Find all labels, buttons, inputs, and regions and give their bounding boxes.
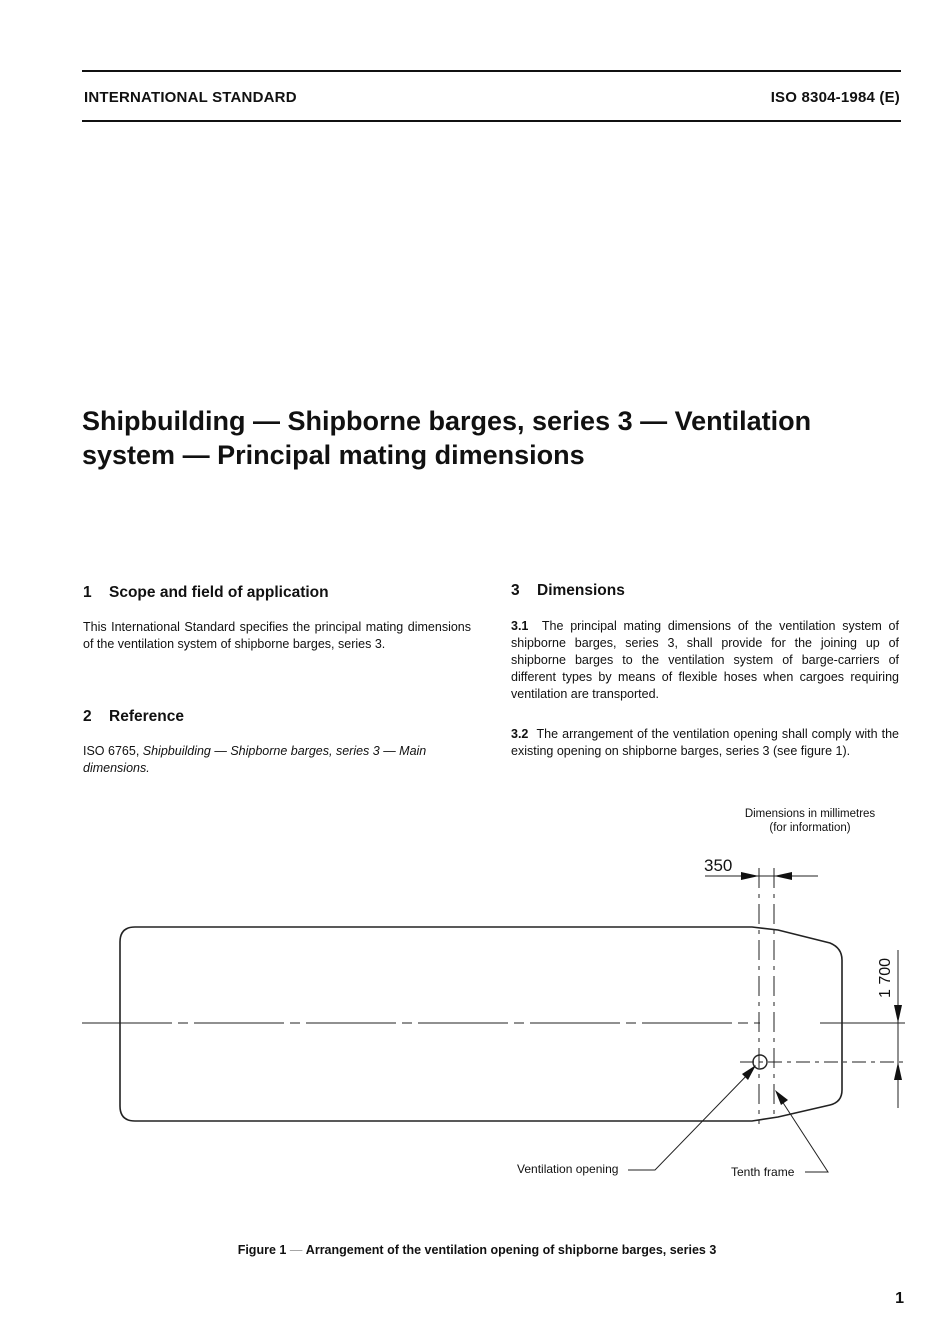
leader-tenth-frame-arrow <box>775 1090 788 1105</box>
units-note-line-1: Dimensions in millimetres <box>744 808 876 820</box>
section-1-text: This International Standard specifies the principal mating dimensions of the ventilation system of shipborne barges, series 3. <box>83 620 471 651</box>
section-2-title: Reference <box>109 708 184 725</box>
dim-350-arrow-left <box>741 872 759 880</box>
units-note-line-2: (for information) <box>769 822 851 834</box>
dim-350-label: 350 <box>704 856 733 875</box>
leader-ventilation-opening <box>628 1070 752 1170</box>
section-2-number: 2 <box>83 708 92 725</box>
caption-number: Figure 1 <box>237 1243 287 1257</box>
dim-1700-label: 1 700 <box>877 957 894 998</box>
reference-title: Shipbuilding — Shipborne barges, series 3 — Main dimensions. <box>83 744 427 775</box>
header-standard-type: INTERNATIONAL STANDARD <box>84 89 297 106</box>
clause-3-2-text: The arrangement of the ventilation opening shall comply with the existing opening on shipborne barges, series 3 (see figure 1). <box>511 727 900 758</box>
section-3-title: Dimensions <box>537 582 625 599</box>
label-ventilation-opening: Ventilation opening <box>517 1162 619 1176</box>
clause-3-2-number: 3.2 <box>511 727 529 741</box>
header-standard-number: ISO 8304-1984 (E) <box>770 89 900 106</box>
figure-1-caption: Figure 1 — Arrangement of the ventilation opening of shipborne barges, series 3 <box>237 1243 717 1257</box>
clause-3-1-text: The principal mating dimensions of the ventilation system of shipborne barges, series 3, shall provide for the joining up of shipborne barges to the ventilation system of barge-carriers of different types by means of flexible hoses when cargoes requiring ventilation are transported. <box>511 619 899 701</box>
clause-3-1-number: 3.1 <box>511 619 529 633</box>
label-tenth-frame: Tenth frame <box>731 1165 795 1179</box>
dim-350-arrow-right <box>774 872 792 880</box>
barge-hull-outline <box>120 927 842 1121</box>
page-number: 1 <box>895 1290 904 1307</box>
dim-1700-arrow-bottom <box>894 1062 902 1080</box>
caption-text: Arrangement of the ventilation opening of shipborne barges, series 3 <box>305 1243 717 1257</box>
title-line-1: Shipbuilding — Shipborne barges, series 3 — Ventilation <box>82 406 812 436</box>
section-1-title: Scope and field of application <box>109 584 329 601</box>
section-1-number: 1 <box>83 584 92 601</box>
reference-number: ISO 6765, <box>83 744 143 758</box>
title-line-2: system — Principal mating dimensions <box>82 440 585 470</box>
dim-1700-arrow-top <box>894 1005 902 1023</box>
section-3-number: 3 <box>511 582 520 599</box>
